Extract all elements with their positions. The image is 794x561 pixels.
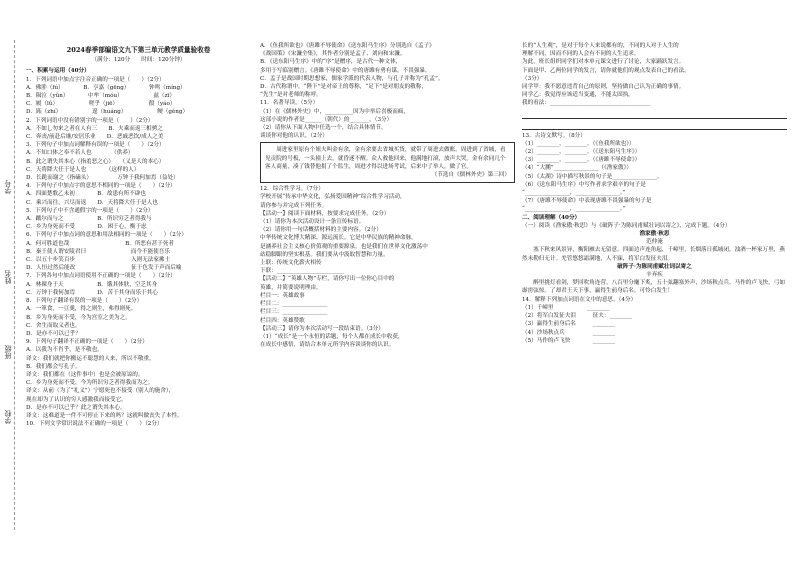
text-line: 9．下列句子翻译不正确的一项是（ ）（2分） <box>26 339 148 346</box>
text-line: 14．解释下列加点词语在文中的意思。（4分） <box>522 296 637 303</box>
text-line: A．一箪食，一豆羹，得之则生，弗得则死。 <box>26 306 137 313</box>
text-line: 长的“人生观”，是对于每个人来说都有的，不同的人对于人生的 <box>522 43 679 49</box>
text-line: （2）请你用一句话概括材料的主要内容。（2分） <box>260 227 382 234</box>
text-line: （4）沙场秋点兵 ________ <box>522 329 616 336</box>
poem-author: 范仲淹 <box>646 239 663 246</box>
text-line: D．人恒过然后能改 征于色发于声而后喻 <box>26 265 182 272</box>
binding-dashed-line <box>14 40 15 530</box>
poem-author: 辛弃疾 <box>646 272 663 279</box>
text-line: （4）“大鹏”________________（《渔家傲》） <box>522 165 632 172</box>
text-line: 栏目一：英雄故事 <box>260 292 305 299</box>
text-line: B．我们都会写孔子。 <box>26 363 81 370</box>
exam-title: 2024春季部编语文九下第三单元教学质量验收卷 <box>66 46 211 54</box>
text-line: （2）________，________。（《送东阳马生序》） <box>522 149 641 156</box>
text-line: A．林裸身于天 B．饿其体肤，空乏其身 <box>26 281 158 288</box>
text-line: （6）《送东阳马生序》中写作者求学艰辛的句子是 <box>522 181 646 188</box>
text-line: D．是亦不可以已乎？ <box>26 330 81 337</box>
question-list-middle-bottom <box>260 185 515 349</box>
text-line: 8．下列句子翻译有误的一项是（ ）（2分） <box>26 298 143 305</box>
text-line: 【活动二】“英雄人物”专栏，请你写出一位你心目中的 <box>260 276 395 283</box>
text-line: A．以我为不肖乎，是不敬也。 <box>26 347 103 354</box>
text-line: （2）将军白发征夫泪 征夫：________ <box>522 313 632 320</box>
text-line: A．《鱼我所欲也》《唐雎不辱使命》《送东阳马生序》分别选自《孟子》 <box>260 43 435 49</box>
text-line: （1）“成长”是一个永恒的话题，每个人都在成长中收获， <box>260 333 404 340</box>
text-line: （3分） <box>522 75 543 82</box>
text-line: 下面是甲、乙两位同学的发言，请你就他们的观点发表自己的看法。 <box>522 67 690 74</box>
text-line: 下联：________________________ <box>260 268 344 275</box>
binding-label-class: 班级 <box>4 345 12 359</box>
text-line: C．天将降大任于是人也 （这样的人） <box>26 166 140 173</box>
binding-label-name: 姓名 <box>4 270 12 284</box>
text-line: 4．下列句子中加点字的意思不相同的一项是（ ）（2分） <box>26 183 176 190</box>
text-line: 10．下列文学常识说法不正确的一项是（ ）（2分） <box>26 421 163 428</box>
text-line: （3）________，________。（《唐雎不辱使命》） <box>522 157 641 164</box>
text-line: 请你参与并完成下列任务。 <box>260 202 328 209</box>
excerpt-text: 周进家里原有个姐夫叫金有余，金有余要去省城买货，就带了周进去做账。周进到了省城，看见贡院的号板，一头撞上去，就昏迷不醒。众人救他回来，他满地打滚，放声大哭。金有余同几个客人商量，凑了钱替他捐了个监生，周进才得以进场考试，后来中了举人，做了官。 <box>265 147 506 170</box>
text-line: 13．古诗文默写。（8分） <box>522 132 586 139</box>
vocab-questions <box>522 296 787 345</box>
text-line: 2．下列词语中没有错别字的一项是（ ）（2分） <box>26 117 154 124</box>
question-list-middle-top <box>260 42 515 140</box>
text-line: 【活动三】请你为本次活动写一段结束语。（3分） <box>260 325 384 332</box>
reading-section-header <box>522 214 787 230</box>
text-line: 为此，班长组织同学们对本单元课文进行了讨论，大家踊跃发言。 <box>522 59 685 66</box>
text-line: D．古代称谓中，“陛下”是对帝王的尊称，“足下”是对朋友的敬称， <box>260 84 427 91</box>
text-line: D．是亦不可以已乎？此之谓失其本心。 <box>26 404 126 411</box>
poem-text: 塞下秋来风景异，衡阳雁去无留意。四面边声连角起，千嶂里，长烟落日孤城闭。浊酒一杯家万里，燕然未勒归无计。羌管悠悠霜满地，人不寐，将军白发征夫泪。 <box>522 247 785 262</box>
discussion-block <box>522 42 787 108</box>
text-line: （7）《唐雎不辱使命》中表现唐雎不畏强暴的句子是 <box>522 198 652 205</box>
text-line: A．佛肸（fú） B．亨嘉（gēng） 钟鸣（míng） <box>26 84 186 91</box>
text-line: A．蹴尔而与之 B．所识穷乏者得我与 <box>26 216 152 223</box>
text-line: B．乡为身死而不受，今为宫室之美为之。 <box>26 314 131 321</box>
text-line: 6．下列句子中加点词的意思和用法相同的一项是（ ）（2分） <box>26 232 187 239</box>
text-line: C．乘兴而往，兴尽而返 D．天将降大任于是人也 <box>26 199 158 206</box>
text-line: 译文：这难道是一件不可停止下来的吗？这就叫做丧失了本性。 <box>26 412 183 419</box>
text-line: 译文：从前（为了“礼义”）宁愿死也不接受（别人的施舍）， <box>26 388 175 395</box>
text-line: 5．下列句子中不含通假字的一项是（ ）（2分） <box>26 207 154 214</box>
text-line: 二、阅读理解（40分） <box>522 214 581 221</box>
text-line: “先生”是对老师的称呼。 <box>260 92 322 99</box>
text-line: B．秦王使人谓安陵君曰 而今不能使吾乐 <box>26 248 170 255</box>
text-line: C．以五十步笑百步 入则无法家拂士 <box>26 257 171 264</box>
text-line: A．不知口体之奉不若人也 （供养） <box>26 150 134 157</box>
text-line: C．舍生而取义者也。 <box>26 322 81 329</box>
text-line: B．《送东阳马生序》中的“序”是赠序，是古代一种文体， <box>260 59 402 66</box>
text-line: 英雄，并简要说明理由。 <box>260 284 322 291</box>
exam-meta: （满分：120分 时间：120分钟） <box>91 57 186 64</box>
column-middle <box>260 42 515 557</box>
text-line: 是涵养社会主义核心价值观的重要源泉，也是我们在世界文化激荡中 <box>260 243 428 250</box>
text-line: 中华传统文化博大精深，源远流长。它是中华民族的精神命脉， <box>260 235 417 242</box>
text-line: C．履（lǚ） 嗟乎（jiē） 殽（yáo） <box>26 101 176 108</box>
text-line: （5）马作的卢飞快 ________ <box>522 337 616 344</box>
text-line: C．万钟于我何加焉 D．苦于其身而乐于其心 <box>26 289 158 296</box>
text-line: 站稳脚跟的坚实根基。我们要从中汲取智慧和力量。 <box>260 251 389 258</box>
text-line: 学校开展“传承中华文化，弘扬爱国精神”综合性学习活动， <box>260 194 406 201</box>
text-line: D．长跪而谢之（指磕头） 万钟于我何加焉（益处） <box>26 175 179 182</box>
text-line: 11．名著导读。（5分） <box>260 100 319 107</box>
text-line: A．何可胜道也哉 B．所恶有甚于死者 <box>26 240 174 247</box>
text-line: 理解不同，因而不同的人会有不同的人生追求。 <box>522 51 640 58</box>
text-line: 同学乙：我觉得应该适当变通，不能太固执。 <box>522 92 634 99</box>
poem-title: 破阵子·为陈同甫赋壮词以寄之 <box>617 263 692 270</box>
text-line: D．跖（zhí） 遑（huáng） 鲠（gěng） <box>26 109 189 116</box>
text-line: 多用于写临别赠言。《唐雎不辱使命》中的唐雎有勇有谋，不畏强暴。 <box>260 67 431 74</box>
text-line: 栏目四：英雄赞歌 <box>260 317 305 324</box>
text-line: 3．下列句子中加点词解释有误的一项是（ ）（2分） <box>26 142 165 149</box>
text-line: 同学甲：我不愿意违背自己的原则，坚持做自己认为正确的事情。 <box>522 84 685 91</box>
text-line: 7．下列各句中加点词语使用不正确的一项是（ ）（2分） <box>26 273 176 280</box>
text-line: 我的看法：____________________________________ <box>522 100 651 107</box>
text-line: （1）千嶂里 ________ <box>522 304 610 311</box>
text-line: 1．下列词语中加点字注音正确的一项是（ ）（2分） <box>26 76 165 83</box>
binding-margin <box>0 0 22 561</box>
text-line: 在成长中感悟，请结合本单元所学内容谈谈你的认识。 <box>260 342 395 349</box>
text-line: B．陨泣（yǔn） 中牟（móu） 兹（zī） <box>26 93 175 100</box>
poem-text: 醉里挑灯看剑，梦回吹角连营。八百里分麾下炙，五十弦翻塞外声，沙场秋点兵。马作的卢飞快，弓如霹雳弦惊。了却君王天下事，赢得生前身后名。可怜白发生！ <box>522 280 785 295</box>
text-line: 12．综合性学习。（7分） <box>260 186 324 193</box>
column-left <box>26 42 251 557</box>
text-line: B．此之谓失其本心（指羞恶之心） （义是人的本心） <box>26 158 165 165</box>
text-line: 栏目三：________________ <box>260 309 328 316</box>
binding-label-school: 学校 <box>4 410 12 424</box>
text-line: 栏目二：________________ <box>260 301 328 308</box>
text-line: （3）赢得生前身后名 ________ <box>522 321 616 328</box>
recitation-questions <box>522 132 787 214</box>
text-line: C．乡为身死而不受 D．困于心，衡于虑 <box>26 224 147 231</box>
poem-title: 渔家傲·秋思 <box>639 231 670 238</box>
text-line: 这部小说的作者是______（朝代）的_______。（3分） <box>260 116 393 123</box>
text-line: （1）________，________。（《鱼我所欲也》） <box>522 140 635 147</box>
question-list-left <box>26 67 251 428</box>
excerpt-source: （节选自《儒林外史》第三回） <box>431 172 510 179</box>
text-line: 现在却为了认识的穷人感激我而接受它。 <box>26 396 127 403</box>
text-line: （2）请你从下面人物中任选一个，结合具体情节， <box>260 125 387 132</box>
reading-excerpt-box <box>260 142 515 183</box>
text-line: C．乡为身死而不受，今为所识穷乏者得我而为之。 <box>26 380 154 387</box>
text-line: 《战国策》《宋濂全集》，其作者分别是孟子、刘向和宋濂。 <box>260 51 406 58</box>
text-line: A．四面楚歌乙未初 B．故患有所不辟也 <box>26 191 147 198</box>
text-line: （5）《太湖》诗中描写秋景的句子是________________。 <box>522 173 663 180</box>
text-line: （1）请你为本次活动设计一条宣传标语。 <box>260 219 365 226</box>
answer-line[interactable] <box>522 121 787 130</box>
text-line: “________________，________________。” <box>522 190 626 197</box>
text-line: C．奔丧/前赴后继/安居乐业 D．恶戚恶饮/成人之美 <box>26 134 164 141</box>
text-line: 译文：我们就把你搬运不聪慧的人来，所以不敬重。 <box>26 355 155 362</box>
text-line: C．孟子是战国时期思想家，儒家学派的代表人物，与孔子并称为“孔孟”。 <box>260 75 444 82</box>
binding-label-student-id: 学号 <box>4 180 12 194</box>
text-line: 一、积累与运用（40分） <box>26 68 90 75</box>
answer-line[interactable] <box>522 110 787 119</box>
text-line: 译文：我们都在（这件事中）也是会被原谅的。 <box>26 371 144 378</box>
text-line: 上联：传统文化薪火相传 <box>260 260 322 267</box>
text-line: 【活动一】阅读下面材料，按要求完成任务。（2分） <box>260 210 390 217</box>
text-line: “________________，________________。” <box>522 206 626 213</box>
column-right <box>522 42 787 557</box>
text-line: （一）阅读《渔家傲·秋思》与《破阵子·为陈同甫赋壮词以寄之》，完成下题。（4分） <box>522 222 731 229</box>
text-line: A．不如乚勿来之者在人有三 B．夫乘而返三相骋之 <box>26 125 163 132</box>
text-line: 谈谈你对他的认识。（2分） <box>260 133 328 140</box>
text-line: （1）在《儒林外史》中，__________因为中举后喜极而疯， <box>260 108 409 115</box>
